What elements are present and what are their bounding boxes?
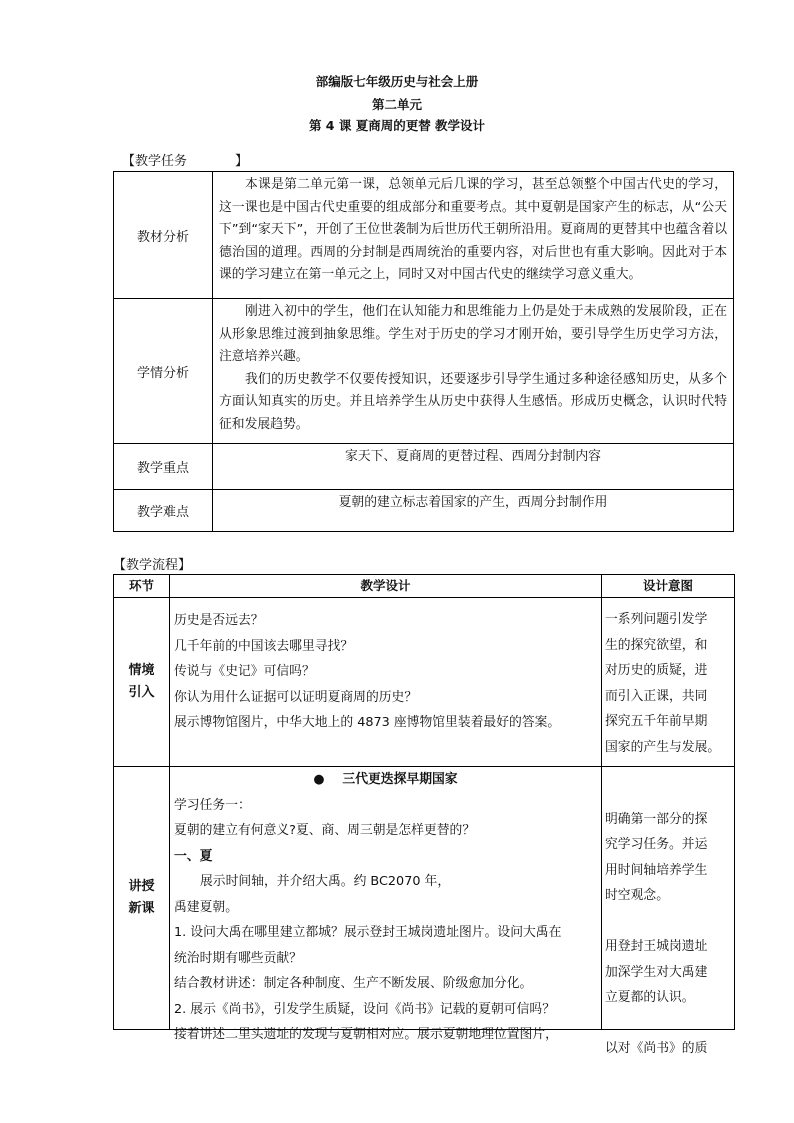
intent-line: 加深学生对大禹建 <box>605 964 708 980</box>
task-row-content <box>213 172 733 298</box>
intent-line: 国家的产生与发展。 <box>605 739 721 755</box>
task-row-content <box>213 299 733 443</box>
intent-line: 明确第一部分的探 <box>605 811 708 827</box>
flow-row-intro <box>113 598 735 767</box>
bullet-title-text: 三代更迭探早期国家 <box>342 772 458 787</box>
design-line: 展示博物馆图片，中华大地上的 4873 座博物馆里装着最好的答案。 <box>174 715 561 730</box>
design-line: 夏朝的建立有何意义?夏、商、周三朝是怎样更替的？ <box>174 823 476 838</box>
bullet-icon: ● <box>313 772 325 787</box>
flow-table-header <box>113 574 735 598</box>
intent-cell <box>602 767 734 1056</box>
stage-line: 情境 <box>128 663 155 678</box>
design-line: 学习任务一： <box>174 797 251 813</box>
design-line: 结合教材讲述：制定各种制度、生产不断发展、阶级愈加分化。 <box>174 976 533 991</box>
stage-line: 讲授 <box>128 879 155 894</box>
design-line: 2. 展示《尚书》，引发学生质疑，设问《尚书》记载的夏朝可信吗？ <box>174 1001 555 1017</box>
intent-line: 时空观念。 <box>605 888 669 903</box>
task-label-close: 】 <box>235 154 249 169</box>
intent-line: 一系列问题引发学 <box>605 612 708 627</box>
task-table <box>113 171 734 532</box>
header-intent: 设计意图 <box>642 578 693 593</box>
task-row-label: 教学难点 <box>114 490 213 531</box>
intent-line <box>605 909 731 935</box>
intent-line: 究学习任务。并运 <box>605 837 708 852</box>
design-line: 几千年前的中国该去哪里寻找？ <box>174 638 354 654</box>
flow-table <box>113 574 735 1056</box>
intent-line: 生的探究欲望，和 <box>605 637 708 653</box>
design-line: 你认为用什么证据可以证明夏商周的历史？ <box>174 689 418 705</box>
task-row-difficulties <box>113 490 734 532</box>
design-line: 禹建夏朝。 <box>174 899 238 915</box>
intent-line: 以对《尚书》的质 <box>605 1041 708 1056</box>
intent-line: 用时间轴培养学生 <box>605 862 708 878</box>
design-line: 传说与《史记》可信吗？ <box>174 664 315 679</box>
document-title: 部编版七年级历史与社会上册 <box>315 74 479 89</box>
task-row-key-points <box>113 444 734 490</box>
lesson-title: 第 4 课 夏商周的更替 教学设计 <box>308 118 486 133</box>
design-line: 展示时间轴，并介绍大禹。约 BC2070 年， <box>200 874 451 889</box>
intent-line <box>605 781 731 807</box>
task-row-content: 家天下、夏商周的更替过程、西周分封制内容 <box>345 449 601 464</box>
task-row-textbook <box>113 171 734 299</box>
header-design: 教学设计 <box>170 575 602 597</box>
task-label-open: 【教学任务 <box>122 154 188 169</box>
paragraph: 本课是第二单元第一课，总领单元后几课的学习，甚至总领整个中国古代史的学习，这一课也是中国古代史重要的组成部分和重要考点。其中夏朝是国家产生的标志，从“公天下”到“家天下”，开创了王位世袭制为后世历代王朝所沿用。夏商周的更替其中也蕴含着以德治国的道理。西周的分封制是西周统治的重要内容，对后世也有重大影响。因此对于本课的学习建立在第一单元之上，同时又对中国古代史的继续学习意义重大。 <box>219 177 727 282</box>
design-line: 统治时期有哪些贡献？ <box>174 950 302 966</box>
task-row-learner <box>113 299 734 444</box>
design-heading: 一、夏 <box>174 848 213 864</box>
stage-line: 新课 <box>128 901 155 916</box>
intent-line: 用登封王城岗遗址 <box>605 939 708 954</box>
design-line: 接着讲述二里头遗址的发现与夏朝相对应。展示夏朝地理位置图片， <box>174 1027 558 1042</box>
task-row-content: 夏朝的建立标志着国家的产生，西周分封制作用 <box>338 495 608 510</box>
design-line: 历史是否远去？ <box>174 613 264 628</box>
design-line: 1. 设问大禹在哪里建立都城？展示登封王城岗遗址图片。设问大禹在 <box>174 925 562 940</box>
intent-line: 立夏都的认识。 <box>605 990 695 1005</box>
intent-line: 对历史的质疑，进 <box>605 663 708 678</box>
intent-line: 探究五千年前早期 <box>605 714 708 729</box>
design-cell <box>170 598 602 766</box>
section-bullet-title <box>174 767 597 793</box>
header-stage: 环节 <box>114 575 170 597</box>
flow-row-new-lesson <box>113 767 735 1056</box>
design-cell <box>170 767 602 1042</box>
unit-title: 第二单元 <box>371 97 422 112</box>
paragraph: 我们的历史教学不仅要传授知识，还要逐步引导学生通过多种途径感知历史，从多个方面认知真实的历史。并且培养学生从历史中获得人生感悟。形成历史概念，认识时代特征和发展趋势。 <box>219 371 727 432</box>
intent-line <box>605 1011 731 1037</box>
stage-cell <box>114 598 170 766</box>
flow-section-label: 【教学流程】 <box>113 558 192 573</box>
task-row-label: 教学重点 <box>114 444 213 489</box>
task-row-label: 教材分析 <box>114 172 213 298</box>
stage-cell <box>114 767 170 1029</box>
intent-line: 而引入正课，共同 <box>605 688 708 704</box>
task-row-label: 学情分析 <box>114 299 213 443</box>
paragraph: 刚进入初中的学生，他们在认知能力和思维能力上仍是处于未成熟的发展阶段，正在从形象思维过渡到抽象思维。学生对于历史的学习才刚开始，要引导学生历史学习方法，注意培养兴趣。 <box>219 304 727 364</box>
intent-cell <box>602 598 734 766</box>
stage-line: 引入 <box>128 685 155 700</box>
task-section-label <box>122 150 248 169</box>
